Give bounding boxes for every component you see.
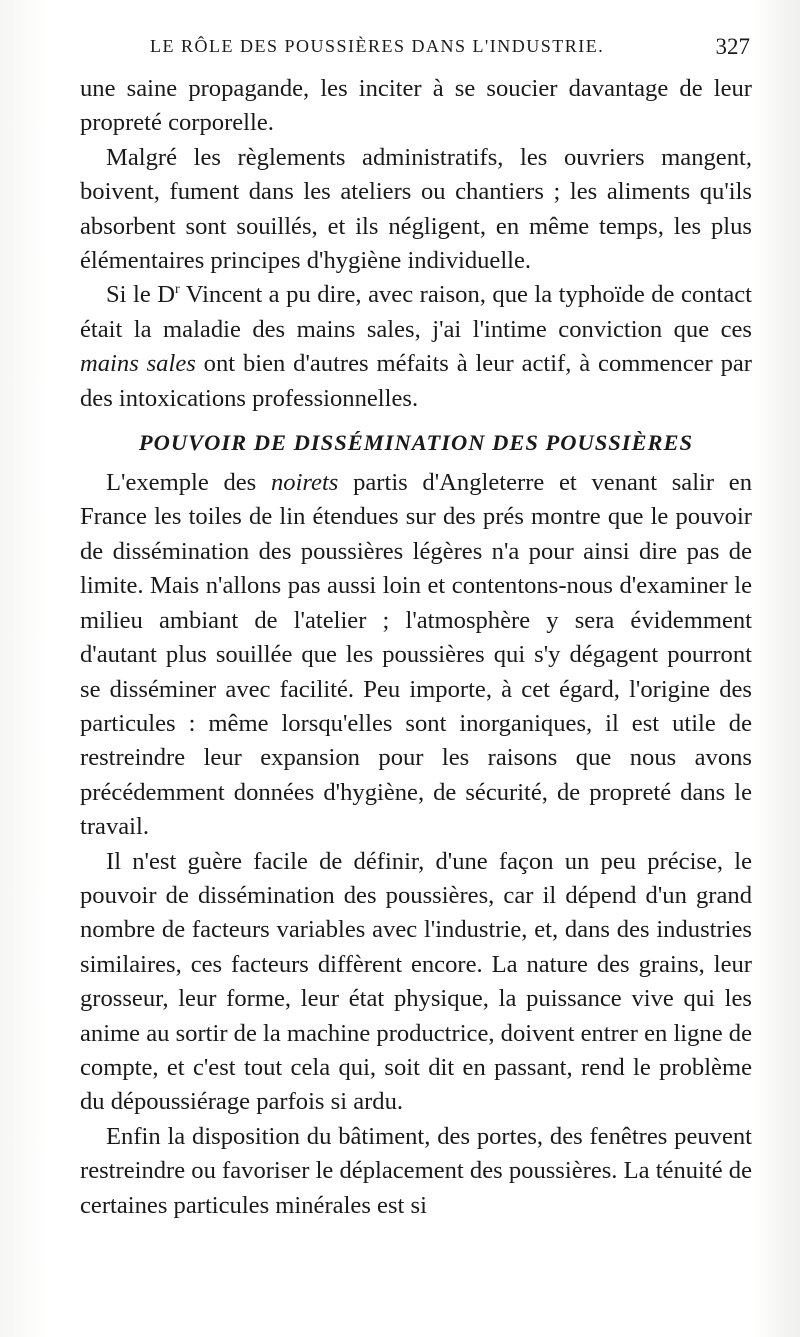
paragraph-3-part2: Vincent a pu dire, avec raison, que la typhoïde de contact était la maladie des mains sales, j'ai l'intime conviction que ces	[80, 281, 752, 343]
paragraph-2: Malgré les règlements administratifs, les ouvriers mangent, boivent, fument dans les ateliers ou chantiers ; les aliments qu'ils absorbent sont souillés, et ils négligent, en même temps, les plus élémentaires principes d'hygiène individuelle.	[80, 143, 752, 275]
paragraph-1: une saine propagande, les inciter à se soucier davantage de leur propreté corporelle.	[80, 75, 752, 137]
paragraph-4-part1: L'exemple des	[106, 469, 271, 497]
italic-noirets: noirets	[270, 469, 339, 497]
body-text	[80, 72, 752, 1223]
doctor-superscript: r	[175, 282, 180, 298]
page-header	[150, 34, 750, 64]
paragraph-3-part3: ont bien d'autres méfaits à leur actif, à commencer par des intoxications professionnelles.	[80, 350, 752, 412]
paragraph-3-part1: Si le D	[106, 281, 176, 309]
paragraph-5: Il n'est guère facile de définir, d'une façon un peu précise, le pouvoir de dissémination des poussières, car il dépend d'un grand nombre de facteurs variables avec l'industrie, et, dans des industries similaires, ces facteurs diffèrent encore. La nature des grains, leur grosseur, leur forme, leur état physique, la puissance vive qui les anime au sortir de la machine productrice, doivent entrer en ligne de compte, et c'est tout cela qui, soit dit en passant, rend le problème du dépoussiérage parfois si ardu.	[80, 847, 752, 1116]
paragraph-6: Enfin la disposition du bâtiment, des portes, des fenêtres peuvent restreindre ou favoriser le déplacement des poussières. La ténuité de certaines particules minérales est si	[80, 1122, 752, 1219]
paragraph-4	[80, 466, 752, 844]
paragraph-4-part2: partis d'Angleterre et venant salir en France les toiles de lin étendues sur des prés montre que le pouvoir de dissémination des poussières légères n'a pour ainsi dire pas de limite. Mais n'allons pas aussi loin et contentons-nous d'examiner le milieu ambiant de l'atelier ; l'atmosphère y sera évidemment d'autant plus souillée que les poussières qui s'y dégagent pourront se disséminer avec facilité. Peu importe, à cet égard, l'origine des particules : même lorsqu'elles sont inorganiques, il est utile de restreindre leur expansion pour les raisons que nous avons précédemment données d'hygiène, de sécurité, de propreté dans le travail.	[80, 469, 753, 841]
paragraph-3	[80, 278, 752, 416]
italic-mains-sales: mains sales	[80, 350, 196, 378]
running-head: LE RÔLE DES POUSSIÈRES DANS L'INDUSTRIE.	[150, 36, 605, 56]
section-heading: POUVOIR DE DISSÉMINATION DES POUSSIÈRES	[138, 430, 694, 456]
page-number: 327	[715, 34, 750, 59]
